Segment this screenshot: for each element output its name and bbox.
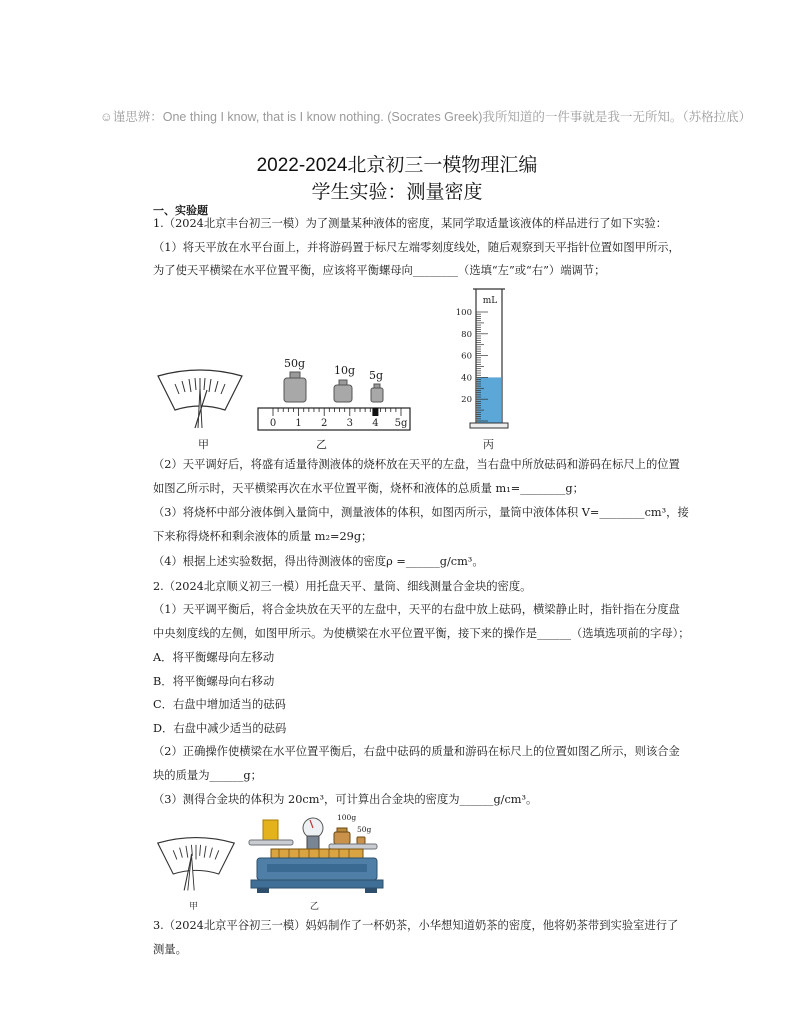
q2-option-b: B．将平衡螺母向右移动 [153,675,275,688]
q1-graduated-cylinder [440,285,520,435]
document-title: 2022-2024北京初三一模物理汇编 [256,155,538,176]
q1-fig-jia-dial [155,368,245,430]
q1-part1-line1: （1）将天平放在水平台面上，并将游码置于标尺左端零刻度线处，随后观察到天平指针位置如图甲所示， [153,241,680,254]
cylinder-tick-label: 20 [461,395,472,406]
q1-weight-50g-label: 50g [284,357,306,370]
q2-part1-line2: 中央刻度线的左侧，如图甲所示。为使横梁在水平位置平衡，接下来的操作是______（选填选项前的字母）； [153,627,690,640]
scale-rider [372,408,378,416]
q2-weight-100g-label: 100g [337,813,357,822]
scale-tick-label: 2 [321,418,328,429]
header-quote: ☺谨思辨：One thing I know, that is I know nothing. (Socrates Greek)我所知道的一件事就是我一无所知。（苏格拉底） [100,110,752,124]
scale-tick-label: 1 [295,418,302,429]
q1-weights-icon [280,370,390,406]
q1-part2-line1: （2）天平调好后，将盛有适量待测液体的烧杯放在天平的左盘，当右盘中所放砝码和游码在标尺上的位置 [153,458,680,471]
document-subtitle: 学生实验：测量密度 [311,182,483,203]
cylinder-tick-label: 100 [455,308,472,318]
q3-stem-line1: 3.（2024北京平谷初三一模）妈妈制作了一杯奶茶，小华想知道奶茶的密度，他将奶茶带到实验室进行了 [153,919,679,932]
q2-part1-line1: （1）天平调平衡后，将合金块放在天平的左盘中，天平的右盘中放上砝码，横梁静止时，指针指在分度盘 [153,603,680,616]
q1-rider-scale [257,407,412,431]
q1-fig-label-yi: 乙 [316,438,327,451]
q2-stem: 2.（2024北京顺义初三一模）用托盘天平、量筒、细线测量合金块的密度。 [153,580,532,593]
q3-stem-line2: 测量。 [153,943,187,956]
q1-stem: 1.（2024北京丰台初三一模）为了测量某种液体的密度，某同学取适量该液体的样品进行了如下实验： [153,217,668,230]
q1-weight-5g-label: 5g [369,369,384,382]
q2-weight-50g-label: 50g [357,825,372,834]
q1-fig-label-jia: 甲 [198,438,209,451]
scale-tick-label: 5g [394,418,408,429]
q1-part3-line2: 下来称得烧杯和剩余液体的质量 m₂=29g； [153,530,373,543]
scale-tick-label: 3 [346,418,353,429]
q1-part1-line2: 为了使天平横梁在水平位置平衡，应该将平衡螺母向________（选填“左”或“右”）端调节； [153,264,606,277]
scale-tick-label: 0 [269,418,277,429]
cylinder-tick-label: 40 [461,373,472,384]
cylinder-base [470,423,508,428]
section-heading: 一、实验题 [153,204,208,217]
q2-fig-label-yi: 乙 [310,902,320,912]
q2-option-c: C．右盘中增加适当的砝码 [153,698,286,711]
cylinder-unit-label: mL [482,296,498,306]
scale-frame [258,408,410,430]
q2-part3: （3）测得合金块的体积为 20cm³，可计算出合金块的密度为______g/cm³。 [153,793,538,806]
q2-fig-jia-dial [155,835,237,893]
q1-part3-line1: （3）将烧杯中部分液体倒入量筒中，测量液体的体积，如图丙所示，量筒中液体体积 V=________cm³，接 [153,506,689,519]
cylinder-tick-label: 80 [461,329,472,340]
q2-part2-line2: 块的质量为______g； [153,769,262,782]
q1-part2-line2: 如图乙所示时，天平横梁再次在水平位置平衡，烧杯和液体的总质量 m₁=________g； [153,482,584,495]
cylinder-tick-label: 60 [461,351,472,362]
q2-tray-balance-icon [243,816,388,896]
scale-tick-label: 4 [372,418,379,429]
q1-fig-label-bing: 丙 [483,438,494,451]
q2-option-a: A．将平衡螺母向左移动 [153,651,275,664]
q1-weight-10g-label: 10g [334,364,356,377]
q2-fig-label-jia: 甲 [189,902,199,912]
q2-part2-line1: （2）正确操作使横梁在水平位置平衡后，右盘中砝码的质量和游码在标尺上的位置如图乙所示，则该合金 [153,745,680,758]
q1-part4: （4）根据上述实验数据，得出待测液体的密度ρ =______g/cm³。 [153,555,484,568]
q2-option-d: D．右盘中减少适当的砝码 [153,722,287,735]
